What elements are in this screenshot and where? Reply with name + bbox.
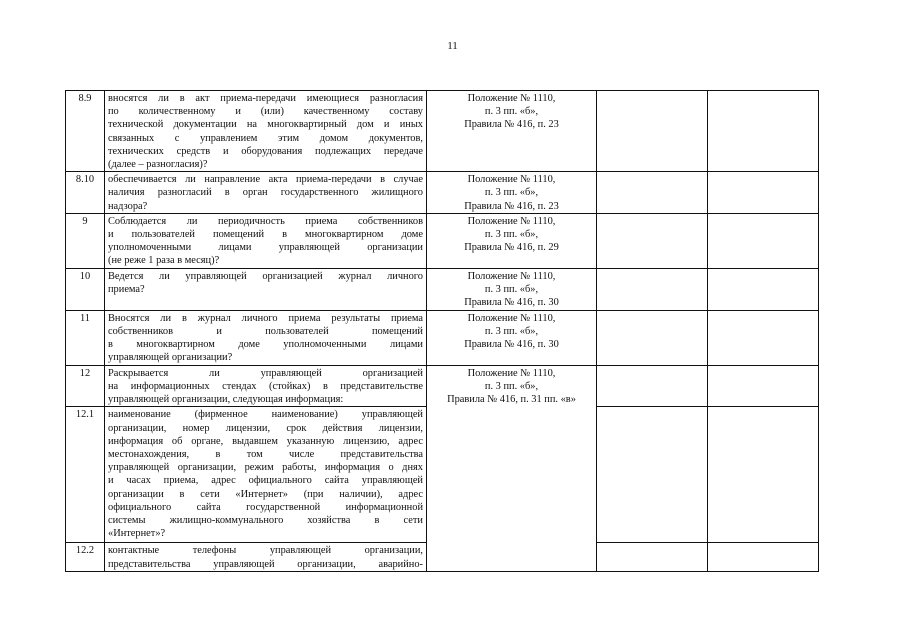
question-line: наличия разногласий в орган государственного жилищного [108,187,423,199]
reference-line: п. 3 пп. «б», [484,187,539,199]
question-line: Вносятся ли в журнал личного приема результаты приема [108,312,423,324]
question-line: системы жилищно-коммунального хозяйства в сети [108,515,423,527]
comment-cell[interactable] [708,407,819,543]
question-line: надзора? [108,200,148,212]
answer-cell[interactable] [597,543,708,571]
table-row [66,268,819,310]
question-cell [105,213,427,268]
reference-line: Положение № 1110, [467,93,556,104]
question-cell [105,407,427,543]
reference-cell [427,268,597,310]
item-number: 12 [66,365,105,407]
table-row [66,91,819,172]
table-row [66,213,819,268]
reference-line: п. 3 пп. «б», [484,284,539,296]
reference-line: п. 3 пп. «б», [484,326,539,338]
answer-cell[interactable] [597,407,708,543]
reference-cell [427,365,597,571]
question-cell [105,543,427,571]
comment-cell[interactable] [708,268,819,310]
reference-line: Правила № 416, п. 23 [464,119,559,131]
reference-line: Правила № 416, п. 31 пп. «в» [447,394,576,406]
question-line: в многоквартирном доме уполномоченными лицами [108,339,423,351]
reference-cell [427,91,597,172]
reference-line: п. 3 пп. «б», [484,106,539,118]
reference-line: п. 3 пп. «б», [484,381,539,393]
question-line: по количественному и (или) качественному составу [108,106,423,118]
question-line: управляющей организации? [108,352,233,364]
reference-line: Правила № 416, п. 30 [464,297,559,309]
question-line: связанных с управлением этим домом документов, [108,132,423,144]
comment-cell[interactable] [708,310,819,365]
reference-cell [427,310,597,365]
reference-line: Положение № 1110, [467,174,556,186]
question-line: на информационных стендах (стойках) в представительстве [108,381,423,393]
answer-cell[interactable] [597,172,708,214]
answer-cell[interactable] [597,213,708,268]
question-line: контактные телефоны управляющей организации, [108,545,423,557]
question-line: (не реже 1 раза в месяц)? [108,255,220,267]
comment-cell[interactable] [708,91,819,172]
table-row [66,310,819,365]
question-line: уполномоченными лицами управляющей организации [108,242,423,254]
question-line: приема? [108,284,145,296]
question-line: и часах приема, адрес официального сайта управляющей [108,475,423,487]
question-line: технической документации на многоквартирный дом и иных [108,119,423,131]
question-line: Раскрывается ли управляющей организацией [108,367,423,379]
question-line: Ведется ли управляющей организацией журнал личного [108,270,423,282]
item-number: 10 [66,268,105,310]
reference-cell [427,213,597,268]
comment-cell[interactable] [708,213,819,268]
comment-cell[interactable] [708,172,819,214]
page-number: 11 [447,40,458,52]
reference-line: Положение № 1110, [467,270,556,282]
question-line: местонахождения, в том числе представительства [108,449,423,461]
item-number: 12.1 [66,407,105,543]
reference-line: Положение № 1110, [467,312,556,324]
item-number: 12.2 [66,543,105,571]
question-line: управляющей организации, следующая информация: [108,394,344,406]
comment-cell[interactable] [708,543,819,571]
table-row [66,172,819,214]
question-line: «Интернет»? [108,528,166,540]
answer-cell[interactable] [597,268,708,310]
question-line: обеспечивается ли направление акта приема-передачи в случае [108,174,423,186]
question-line: представительства управляющей организации, аварийно- [108,558,423,570]
reference-line: Правила № 416, п. 30 [464,339,559,351]
item-number: 8.10 [66,172,105,214]
question-line: наименование (фирменное наименование) управляющей [108,409,423,421]
question-cell [105,365,427,407]
question-line: (далее – разногласия)? [108,159,208,171]
question-cell [105,172,427,214]
question-line: организации в сети «Интернет» (при наличии), адрес [108,488,423,500]
question-cell [105,268,427,310]
reference-line: Положение № 1110, [467,215,556,227]
question-line: технических средств и оборудования подлежащих передаче [108,145,423,157]
question-cell [105,310,427,365]
comment-cell[interactable] [708,365,819,407]
item-number: 9 [66,213,105,268]
question-line: информация об органе, выдавшем указанную лицензию, адрес [108,435,423,447]
reference-line: Правила № 416, п. 29 [464,242,559,254]
item-number: 8.9 [66,91,105,172]
question-line: Соблюдается ли периодичность приема собственников [108,215,423,227]
question-line: организации, номер лицензии, срок действия лицензии, [108,422,423,434]
question-line: официального сайта государственной информационной [108,501,423,513]
table-row [66,365,819,407]
item-number: 11 [66,310,105,365]
checklist-table [65,90,819,572]
question-line: вносятся ли в акт приема-передачи имеющиеся разногласия [108,93,423,104]
reference-line: Положение № 1110, [467,367,556,379]
question-line: управляющей организации, режим работы, информация о днях [108,462,423,474]
answer-cell[interactable] [597,365,708,407]
question-line: и пользователей помещений в многоквартирном доме [108,229,423,241]
question-line: собственников и пользователей помещений [108,326,423,338]
answer-cell[interactable] [597,91,708,172]
answer-cell[interactable] [597,310,708,365]
question-cell [105,91,427,172]
reference-cell [427,172,597,214]
reference-line: п. 3 пп. «б», [484,229,539,241]
reference-line: Правила № 416, п. 23 [464,200,559,212]
